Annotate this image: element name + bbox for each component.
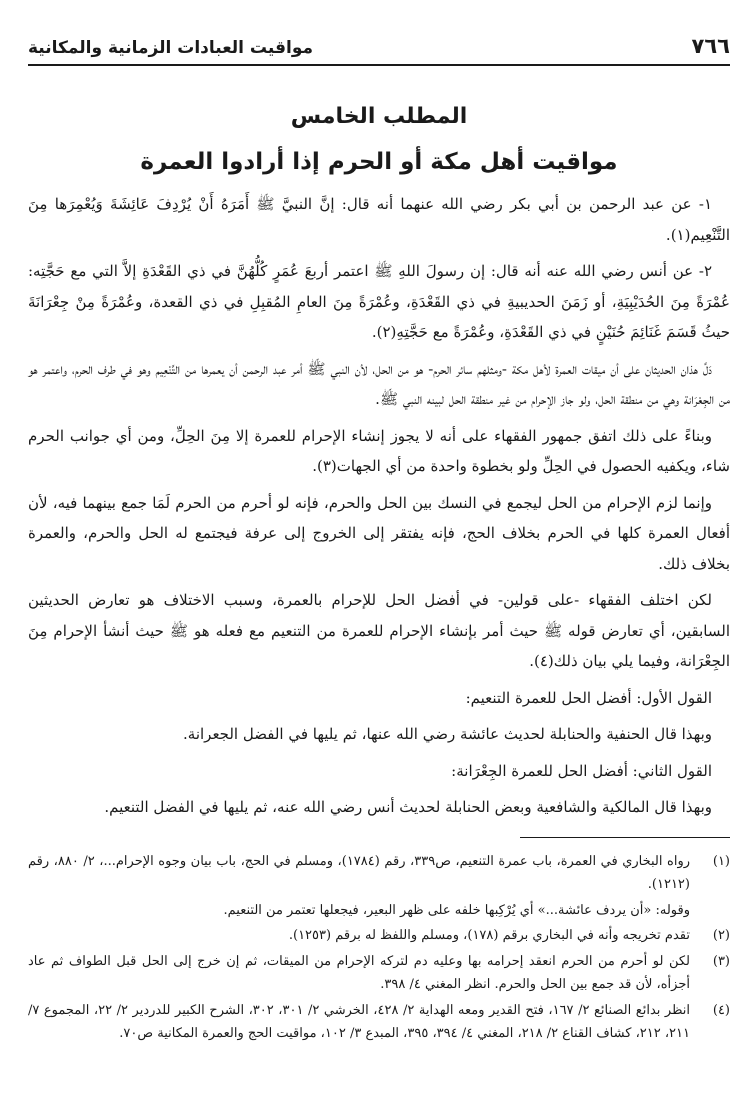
paragraph: وإنما لزم الإحرام من الحل ليجمع في النسك بين الحل والحرم، فإنه لو أحرم من الحرم لَمَا جمع بينهما فيه، لأن أفعال العمرة كلها في الحرم بخلاف الحج، فإنه يفتقر إلى الخروج إلى عرفة فيجتمع له الحل والحرم، والعمرة بخلاف ذلك. (28, 493, 730, 573)
footnote-number: (٢) (712, 928, 730, 943)
paragraph: ٢- عن أنس رضي الله عنه أنه قال: إن رسولَ اللهِ ﷺ اعتمر أربعَ عُمَرٍ كُلُّهُنَّ في ذي القَعْدَةِ إلاَّ التي مع حَجَّتِه: عُمْرَةً مِنَ الحُدَيْبِيَةِ، أو زَمَنَ الحديبيةِ في ذي القَعْدَةِ، وعُمْرَةً مِنَ العامِ المُقبِلِ في ذي القعدة، وعُمْرَةً مِنْ جِعْرَانَةَ حيثُ قَسَمَ غَنَائِمَ حُنَيْنٍ في ذي القَعْدَةِ، وعُمْرَةً مع حَجَّتِهِ(٢). (28, 262, 730, 341)
footnote-text: رواه البخاري في العمرة، باب عمرة التنعيم، ص٣٣٩، رقم (١٧٨٤)، ومسلم في الحج، باب بيان وجوه الإحرام...، ٢/ ٨٨٠، رقم (١٢١٢). (28, 853, 691, 892)
footnote (28, 950, 730, 997)
paragraph: دَلَّ هذان الحديثان على أن ميقات العمرة لأهل مكة -ومثلهم سائر الحرم- هو من الحل، لأن النبي ﷺ أمر عبد الرحمن أن يعمرها من التَّنْعِيم وهو في طرف الحرم، واعتمر هو من الجِعْرَانة وهي من منطقة الحل، ولو جاز الإحرام من غير منطقة الحل لبينه النبي ﷺ. (28, 359, 730, 408)
footnote-number: (١) (712, 853, 730, 869)
page-number: ٧٦٦ (691, 34, 730, 58)
book-page (28, 34, 730, 1048)
section-title: المطلب الخامس (290, 104, 468, 129)
footnote-number: (٤) (712, 1002, 730, 1018)
running-header (28, 34, 730, 66)
opinion-text: وبهذا قال المالكية والشافعية وبعض الحنابلة لحديث أنس رضي الله عنه، ثم يليها في الفضل التنعيم. (104, 798, 712, 816)
footnote-continuation: وقوله: «أن يردف عائشة...» أي يُرْكِبها خلفه على ظهر البعير، فيجعلها تعتمر من التنعيم. (223, 902, 690, 918)
opinion-text: وبهذا قال الحنفية والحنابلة لحديث عائشة رضي الله عنها، ثم يليها في الفضل الجعرانة. (183, 725, 712, 743)
chapter-title: مواقيت أهل مكة أو الحرم إذا أرادوا العمرة (140, 149, 618, 175)
footnote-text: تقدم تخريجه وأنه في البخاري برقم (١٧٨)، ومسلم واللفظ له برقم (١٢٥٣). (288, 928, 690, 943)
footnote-number: (٣) (712, 953, 730, 969)
footnote (28, 924, 730, 948)
footnote (28, 850, 730, 897)
footnotes (28, 850, 730, 1046)
paragraph: ١- عن عبد الرحمن بن أبي بكر رضي الله عنهما أنه قال: إنَّ النبيَّ ﷺ أَمَرَهُ أَنْ يُرْدِفَ عَائِشَةَ وَيُعْمِرَها مِنَ التَّنْعِيم(١). (28, 195, 730, 244)
footnote-text: لكن لو أحرم من الحرم انعقد إحرامه بها وعليه دم لتركه الإحرام من الميقات، ثم إن خرج إلى الحل قبل الطواف ثم عاد أجزأه، لأن قد جمع بين الحل والحرم. انظر المغني ٤/ ٣٩٨. (28, 953, 690, 992)
footnote-separator (520, 837, 730, 838)
paragraph: وبناءً على ذلك اتفق جمهور الفقهاء على أنه لا يجوز إنشاء الإحرام للعمرة إلا مِنَ الحِلِّ، ومن أي جوانب الحرم شاء، ويكفيه الحصول في الحِلِّ ولو بخطوة واحدة من أي الجهات(٣). (28, 426, 730, 475)
footnote-text: انظر بدائع الصنائع ٢/ ١٦٧، فتح القدير ومعه الهداية ٢/ ٤٢٨، الخرشي ٢/ ٣٠١، ٣٠٢، الشرح الكبير للدردير ٢/ ٢٢، المجموع ٧/ ٢١١، ٢١٢، كشاف القناع ٢/ ٢١٨، المغني ٤/ ٣٩٤، ٣٩٥، المبدع ٣/ ١٠٢، مواقيت الحج والعمرة المكانية ص٧٠. (28, 1002, 690, 1041)
opinion-heading: القول الأول: أفضل الحل للعمرة التنعيم: (465, 688, 712, 707)
running-title: مواقيت العبادات الزمانية والمكانية (28, 38, 313, 58)
main-text (28, 189, 730, 823)
footnote (28, 999, 730, 1046)
paragraph: لكن اختلف الفقهاء -على قولين- في أفضل الحل للإحرام بالعمرة، وسبب الاختلاف هو تعارض الحديثين السابقين، أي تعارض قوله ﷺ حيث أمر بإنشاء الإحرام للعمرة من التنعيم مع فعله هو ﷺ حيث أنشأ الإحرام مِنَ الجِعْرَانة، وفيما يلي بيان ذلك(٤). (28, 591, 730, 670)
opinion-heading: القول الثاني: أفضل الحل للعمرة الجِعْرَانة: (451, 761, 712, 780)
